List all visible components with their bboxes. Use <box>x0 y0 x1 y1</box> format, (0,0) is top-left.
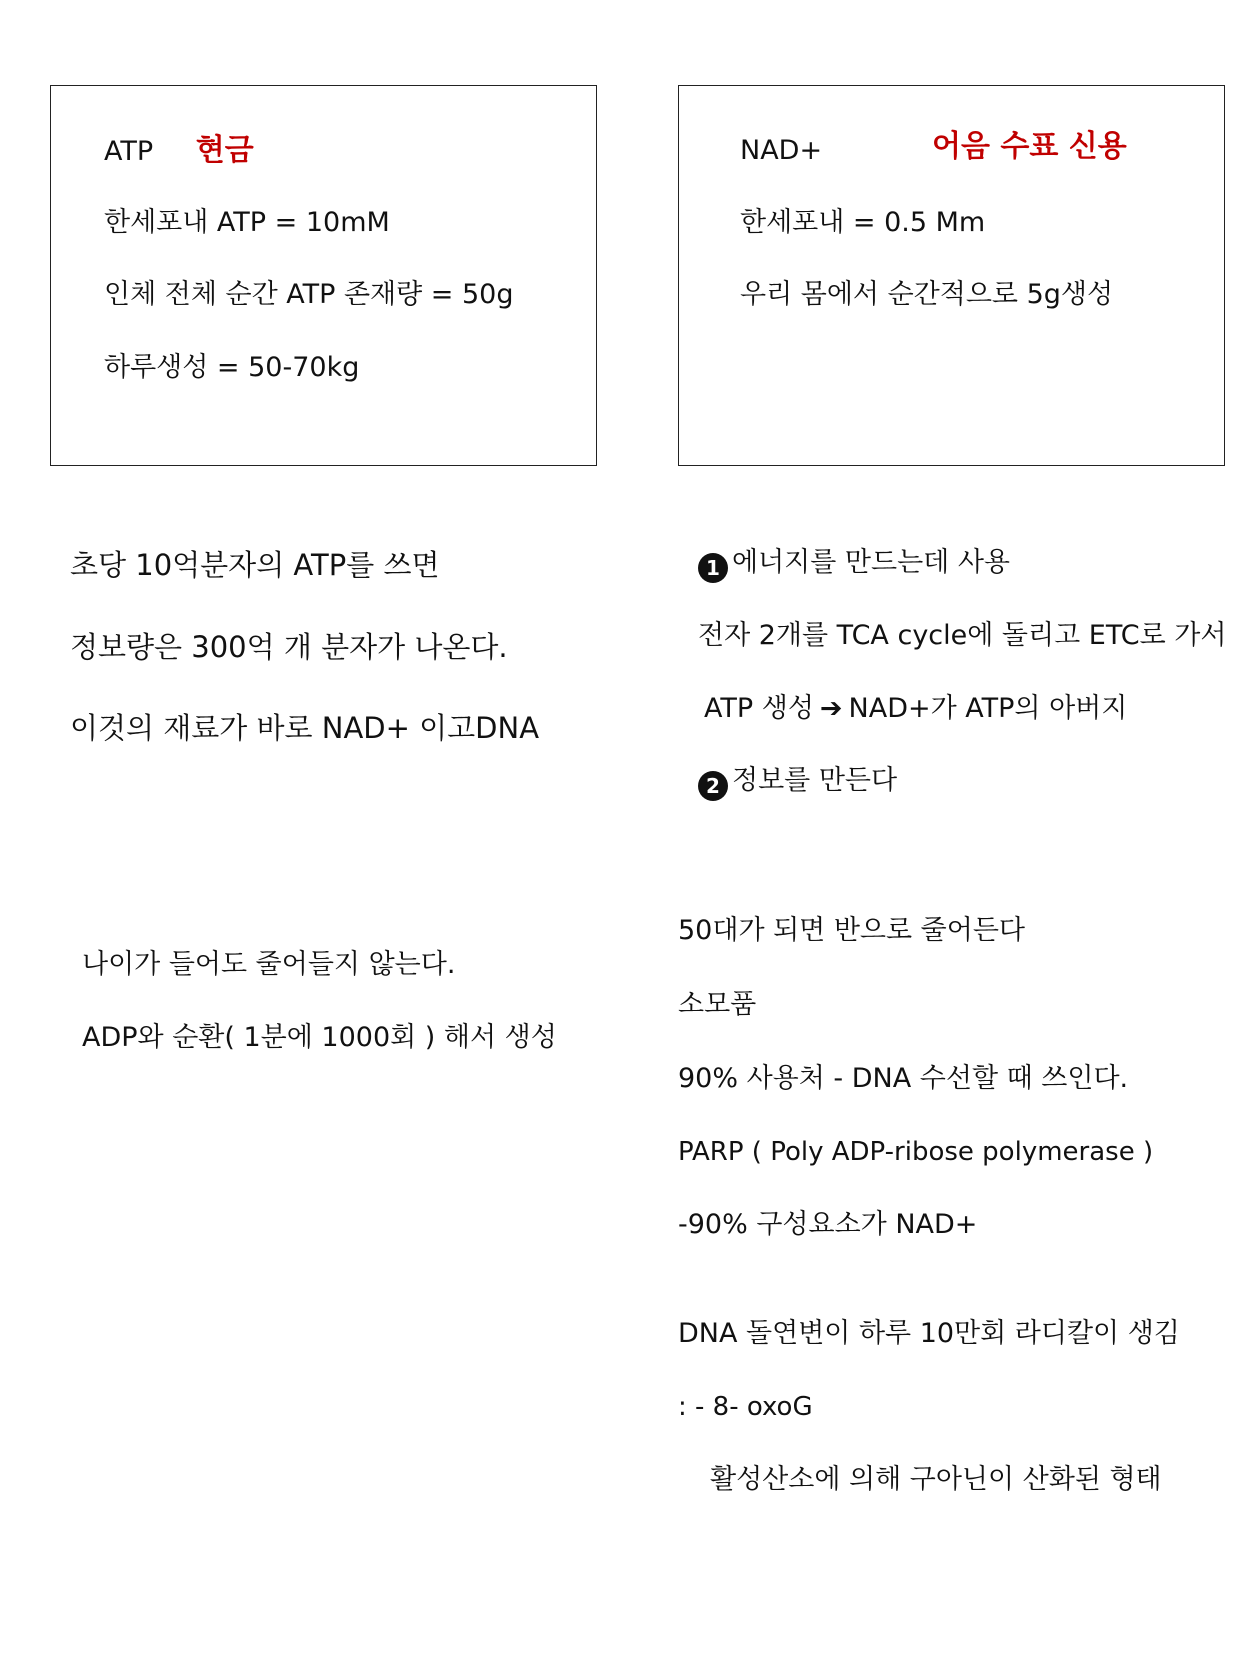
nad-line-1: 한세포내 = 0.5 Mm <box>740 207 986 238</box>
right-bottom-line-3: 90% 사용처 - DNA 수선할 때 쓰인다. <box>678 1063 1129 1094</box>
atp-label <box>104 134 254 169</box>
right-bottom-line-4: PARP ( Poly ADP-ribose polymerase ) <box>678 1137 1154 1167</box>
left-bottom-line-1: 나이가 들어도 줄어들지 않는다. <box>82 949 456 980</box>
atp-line-3: 하루생성 = 50-70kg <box>104 352 360 383</box>
arrow-right-icon: ➔ <box>819 693 843 724</box>
right-middle-line-2: 전자 2개를 TCA cycle에 돌리고 ETC로 가서 <box>698 620 1227 651</box>
right-bottom-line-8: 활성산소에 의해 구아닌이 산화된 형태 <box>710 1464 1162 1495</box>
atp-line-2: 인체 전체 순간 ATP 존재량 = 50g <box>104 279 514 310</box>
nad-line-2: 우리 몸에서 순간적으로 5g생성 <box>740 279 1114 310</box>
atp-line-1: 한세포내 ATP = 10mM <box>104 207 390 238</box>
right-middle-item-2 <box>698 764 897 801</box>
left-bottom-line-2: ADP와 순환( 1분에 1000회 ) 해서 생성 <box>82 1022 557 1053</box>
right-middle-item-1 <box>698 546 1010 583</box>
nad-label: NAD+ <box>740 135 823 166</box>
line-3-pre: ATP 생성 <box>704 693 814 724</box>
right-bottom-line-2: 소모품 <box>678 989 757 1020</box>
nad-tag: 어음 수표 신용 <box>932 129 1127 164</box>
line-3-post: NAD+가 ATP의 아버지 <box>848 693 1128 724</box>
item-2-text: 정보를 만든다 <box>732 765 898 796</box>
atp-label-text: ATP <box>104 136 154 167</box>
left-middle-line-2: 정보량은 300억 개 분자가 나온다. <box>70 630 508 664</box>
left-middle-line-1: 초당 10억분자의 ATP를 쓰면 <box>70 548 440 582</box>
right-bottom-line-6: DNA 돌연변이 하루 10만회 라디칼이 생김 <box>678 1318 1180 1349</box>
item-1-text: 에너지를 만드는데 사용 <box>732 547 1010 578</box>
right-bottom-line-5: -90% 구성요소가 NAD+ <box>678 1209 978 1240</box>
number-1-icon: 1 <box>698 553 728 583</box>
left-middle-line-3: 이것의 재료가 바로 NAD+ 이고DNA <box>70 711 540 745</box>
right-bottom-line-1: 50대가 되면 반으로 줄어든다 <box>678 915 1026 946</box>
number-2-icon: 2 <box>698 771 728 801</box>
right-middle-line-3 <box>704 692 1127 726</box>
right-bottom-line-7: : - 8- oxoG <box>678 1392 813 1422</box>
atp-tag: 현금 <box>195 133 254 168</box>
